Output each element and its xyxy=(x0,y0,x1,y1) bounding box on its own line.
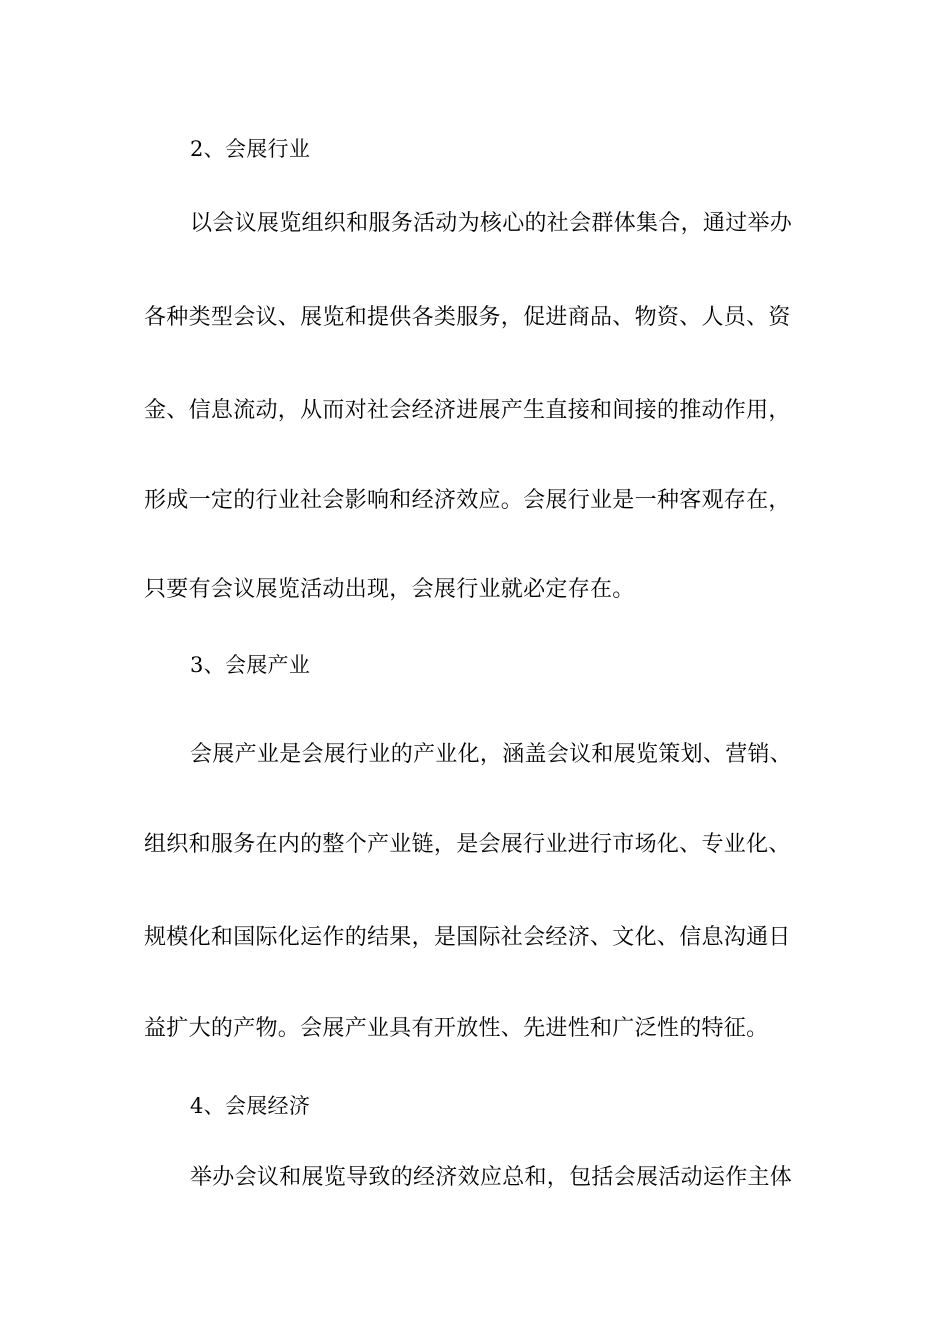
paragraph-line: 各种类型会议、展览和提供各类服务，促进商品、物资、人员、资 xyxy=(144,305,791,330)
section-heading: 4、会展经济 xyxy=(190,1094,311,1118)
section-heading: 3、会展产业 xyxy=(190,653,311,677)
paragraph-line: 形成一定的行业社会影响和经济效应。会展行业是一种客观存在， xyxy=(144,488,791,513)
paragraph-line: 金、信息流动，从而对社会经济进展产生直接和间接的推动作用， xyxy=(144,398,791,423)
paragraph-line: 规模化和国际化运作的结果，是国际社会经济、文化、信息沟通日 xyxy=(144,925,791,950)
paragraph-line: 只要有会议展览活动出现，会展行业就必定存在。 xyxy=(144,577,635,602)
paragraph-line: 会展产业是会展行业的产业化，涵盖会议和展览策划、营销、 xyxy=(190,742,793,767)
section-heading: 2、会展行业 xyxy=(190,137,311,161)
paragraph-line: 以会议展览组织和服务活动为核心的社会群体集合，通过举办 xyxy=(190,211,793,236)
paragraph-line: 益扩大的产物。会展产业具有开放性、先进性和广泛性的特征。 xyxy=(144,1016,769,1041)
paragraph-line: 组织和服务在内的整个产业链，是会展行业进行市场化、专业化、 xyxy=(144,832,791,857)
paragraph-line: 举办会议和展览导致的经济效应总和，包括会展活动运作主体 xyxy=(190,1165,793,1190)
